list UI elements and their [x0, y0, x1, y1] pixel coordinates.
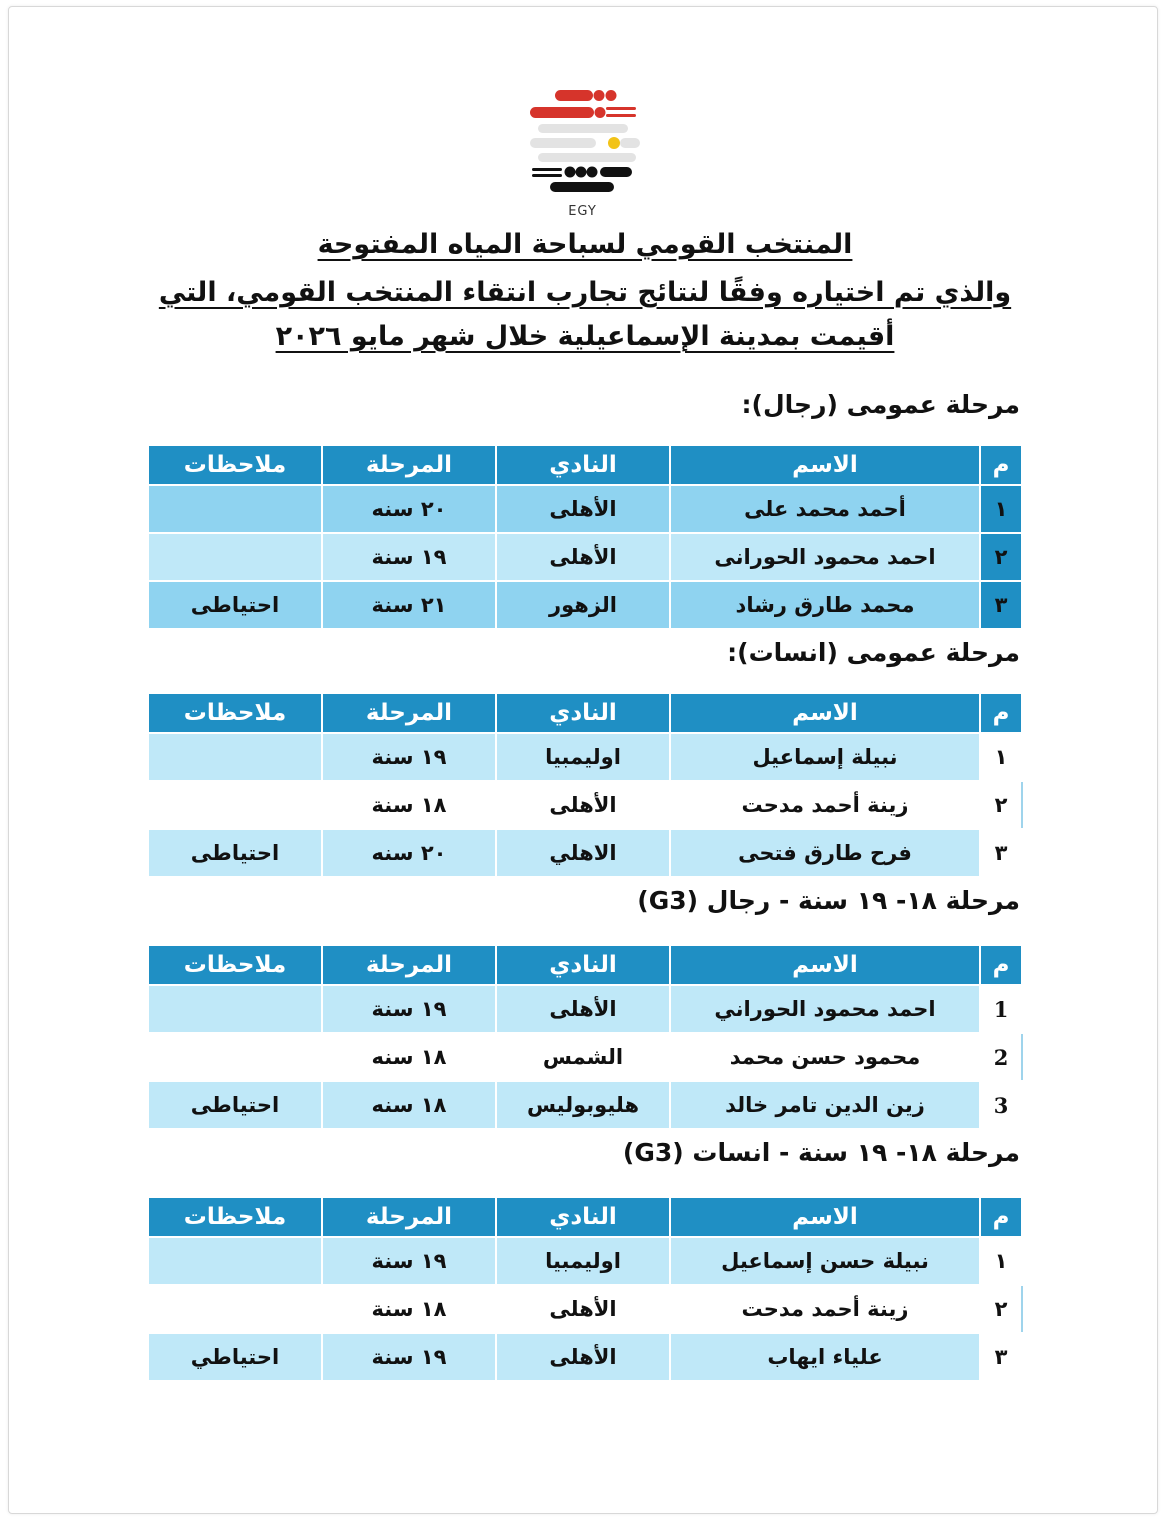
cell-club: الأهلى: [496, 485, 670, 533]
cell-club: الأهلى: [496, 1333, 670, 1381]
col-header-num: م: [980, 945, 1022, 985]
cell-age: ٢١ سنة: [322, 581, 496, 629]
cell-club: هليوبوليس: [496, 1081, 670, 1129]
col-header-name: الاسم: [670, 693, 980, 733]
cell-num: ١: [980, 485, 1022, 533]
col-header-num: م: [980, 693, 1022, 733]
cell-age: ٢٠ سنه: [322, 829, 496, 877]
egy-logo: [520, 86, 650, 216]
cell-num: ١: [980, 1237, 1022, 1285]
title-line-2: والذي تم اختياره وفقًا لنتائج تجارب انتقاء المنتخب القومي، التي: [158, 277, 1012, 308]
cell-num: 3: [980, 1081, 1022, 1129]
cell-num: ٣: [980, 829, 1022, 877]
table-header-row: [148, 445, 1022, 485]
table-row: [148, 1285, 1022, 1333]
cell-num: ٢: [980, 1285, 1022, 1333]
cell-club: الزهور: [496, 581, 670, 629]
cell-age: ١٩ سنة: [322, 985, 496, 1033]
table-row: [148, 781, 1022, 829]
cell-num: ١: [980, 733, 1022, 781]
cell-age: ٢٠ سنه: [322, 485, 496, 533]
section-heading: مرحلة عمومى (رجال):: [741, 390, 1020, 419]
cell-notes: [148, 1033, 322, 1081]
cell-notes: احتياطي: [148, 1333, 322, 1381]
cell-club: اوليمبيا: [496, 1237, 670, 1285]
logo-caption: EGY: [568, 204, 597, 219]
cell-notes: [148, 1285, 322, 1333]
roster-table: [147, 692, 1023, 878]
table-row: [148, 985, 1022, 1033]
cell-club: الأهلى: [496, 985, 670, 1033]
cell-age: ١٨ سنه: [322, 1081, 496, 1129]
col-header-age: المرحلة: [322, 445, 496, 485]
table-row: [148, 1033, 1022, 1081]
cell-notes: احتياطى: [148, 829, 322, 877]
table-row: [148, 733, 1022, 781]
cell-name: أحمد محمد على: [670, 485, 980, 533]
cell-num: 2: [980, 1033, 1022, 1081]
table-row: [148, 1333, 1022, 1381]
cell-name: احمد محمود الحوراني: [670, 985, 980, 1033]
cell-age: ١٩ سنة: [322, 733, 496, 781]
cell-age: ١٩ سنة: [322, 533, 496, 581]
col-header-notes: ملاحظات: [148, 445, 322, 485]
col-header-notes: ملاحظات: [148, 1197, 322, 1237]
cell-notes: [148, 533, 322, 581]
table-header-row: [148, 693, 1022, 733]
col-header-num: م: [980, 445, 1022, 485]
table-row: [148, 485, 1022, 533]
table-row: [148, 829, 1022, 877]
cell-notes: [148, 985, 322, 1033]
col-header-name: الاسم: [670, 445, 980, 485]
section-heading: مرحلة ١٨- ١٩ سنة - رجال (G3): [637, 886, 1020, 915]
cell-notes: احتياطى: [148, 1081, 322, 1129]
cell-num: 1: [980, 985, 1022, 1033]
cell-name: محمود حسن محمد: [670, 1033, 980, 1081]
roster-table: [147, 1196, 1023, 1382]
cell-name: احمد محمود الحورانى: [670, 533, 980, 581]
cell-name: محمد طارق رشاد: [670, 581, 980, 629]
cell-name: فرح طارق فتحى: [670, 829, 980, 877]
cell-num: ٣: [980, 1333, 1022, 1381]
col-header-name: الاسم: [670, 945, 980, 985]
cell-name: نبيلة حسن إسماعيل: [670, 1237, 980, 1285]
col-header-club: النادي: [496, 945, 670, 985]
col-header-num: م: [980, 1197, 1022, 1237]
cell-age: ١٨ سنة: [322, 781, 496, 829]
cell-notes: احتياطى: [148, 581, 322, 629]
cell-age: ١٨ سنه: [322, 1033, 496, 1081]
col-header-notes: ملاحظات: [148, 693, 322, 733]
cell-age: ١٩ سنة: [322, 1237, 496, 1285]
col-header-name: الاسم: [670, 1197, 980, 1237]
cell-notes: [148, 485, 322, 533]
cell-name: زينة أحمد مدحت: [670, 781, 980, 829]
section-heading: مرحلة عمومى (انسات):: [727, 638, 1020, 667]
cell-name: علياء ايهاب: [670, 1333, 980, 1381]
cell-notes: [148, 733, 322, 781]
cell-club: الأهلى: [496, 781, 670, 829]
cell-club: الأهلى: [496, 1285, 670, 1333]
roster-table: [147, 944, 1023, 1130]
cell-club: الأهلى: [496, 533, 670, 581]
table-header-row: [148, 945, 1022, 985]
table-row: [148, 1237, 1022, 1285]
col-header-club: النادي: [496, 1197, 670, 1237]
col-header-notes: ملاحظات: [148, 945, 322, 985]
table-row: [148, 533, 1022, 581]
table-header-row: [148, 1197, 1022, 1237]
cell-num: ٢: [980, 781, 1022, 829]
cell-num: ٢: [980, 533, 1022, 581]
cell-name: زينة أحمد مدحت: [670, 1285, 980, 1333]
section-heading: مرحلة ١٨- ١٩ سنة - انسات (G3): [622, 1138, 1020, 1167]
table-row: [148, 581, 1022, 629]
col-header-club: النادي: [496, 445, 670, 485]
col-header-age: المرحلة: [322, 693, 496, 733]
cell-notes: [148, 781, 322, 829]
title-line-3: أقيمت بمدينة الإسماعيلية خلال شهر مايو ٢٠٢٦: [275, 321, 895, 352]
cell-club: الشمس: [496, 1033, 670, 1081]
col-header-club: النادي: [496, 693, 670, 733]
cell-age: ١٨ سنة: [322, 1285, 496, 1333]
table-row: [148, 1081, 1022, 1129]
col-header-age: المرحلة: [322, 1197, 496, 1237]
title-line-1: المنتخب القومي لسباحة المياه المفتوحة: [317, 229, 853, 260]
cell-name: نبيلة إسماعيل: [670, 733, 980, 781]
cell-notes: [148, 1237, 322, 1285]
cell-age: ١٩ سنة: [322, 1333, 496, 1381]
roster-table: [147, 444, 1023, 630]
col-header-age: المرحلة: [322, 945, 496, 985]
cell-club: الاهلي: [496, 829, 670, 877]
cell-name: زين الدين تامر خالد: [670, 1081, 980, 1129]
cell-num: ٣: [980, 581, 1022, 629]
cell-club: اوليمبيا: [496, 733, 670, 781]
